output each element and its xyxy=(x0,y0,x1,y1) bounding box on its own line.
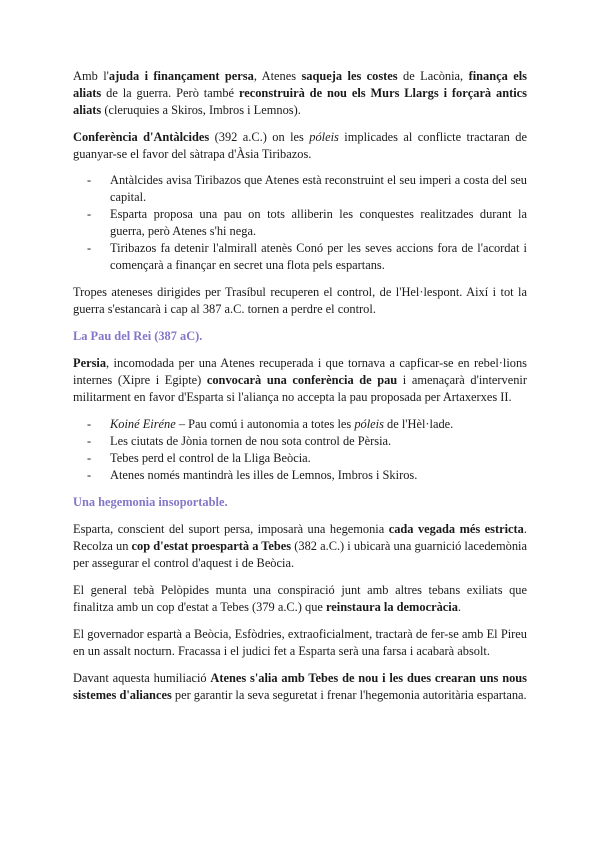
bold-text: reconstruirà de nou els Murs Llargs i forçarà antics aliats xyxy=(73,86,527,117)
text: (cleruquies a Skiros, Imbros i Lemnos). xyxy=(101,103,301,117)
bold-text: ajuda i finançament persa xyxy=(108,69,254,83)
bold-text: saqueja les costes xyxy=(301,69,398,83)
paragraph-sparta-hegemony xyxy=(73,521,527,572)
list-item: - Les ciutats de Jònia tornen de nou sota control de Pèrsia. xyxy=(73,433,527,450)
paragraph-antalcides-conference xyxy=(73,129,527,163)
italic-text: Koiné Eiréne xyxy=(110,417,176,431)
text: de la guerra. Però també xyxy=(101,86,239,100)
bold-text: finança els aliats xyxy=(73,69,527,100)
paragraph-sphodrias: El governador espartà a Beòcia, Esfòdries, extraoficialment, tractarà de fer-se amb El Pireu en un assalt nocturn. Fracassa i el judici fet a Esparta serà una farsa i acabarà absolt. xyxy=(73,627,527,658)
list-item: - Atenes només mantindrà les illes de Lemnos, Imbros i Skiros. xyxy=(73,467,527,484)
text: El general tebà Pelòpides munta una conspiració junt amb altres tebans exiliats que finalitza amb un cop d'estat a Tebes (379 a.C.) que xyxy=(73,583,527,614)
bold-text: Conferència d'Antàlcides xyxy=(73,130,210,144)
bullet-list-peace-terms xyxy=(73,416,527,484)
list-item: - Tebes perd el control de la Lliga Beòcia. xyxy=(73,450,527,467)
bold-text: convocarà una conferència de pau xyxy=(206,373,398,387)
text: implicades al conflicte tractaran de guanyar-se el favor del sàtrapa d'Àsia Tiribazos. xyxy=(73,130,527,161)
paragraph-persia-conference xyxy=(73,355,527,406)
section-heading-hegemony: Una hegemonia insoportable. xyxy=(73,495,228,509)
italic-text: póleis xyxy=(354,417,384,431)
text: de Lacònia, xyxy=(397,69,469,83)
text: (382 a.C.) i ubicarà una guarnició lacedemònia per assegurar el control d'aquest i de Beòcia. xyxy=(73,539,527,570)
list-item: - Tiribazos fa detenir l'almirall atenès Conó per les seves accions fora de l'acordat i començarà a finançar en secret una flota pels espartans. xyxy=(73,240,527,274)
text: Davant aquesta humiliació xyxy=(73,671,211,685)
bold-text: Persia xyxy=(73,356,107,370)
text: per garantir la seva seguretat i frenar l'hegemonia autoritària espartana. xyxy=(171,688,527,702)
text: . xyxy=(457,600,462,614)
bold-text: cada vegada més estricta xyxy=(388,522,524,536)
italic-text: póleis xyxy=(309,130,339,144)
bullet-list-conference xyxy=(73,172,527,274)
list-item: - Esparta proposa una pau on tots alliberin les conquestes realitzades durant la guerra, però Atenes s'hi nega. xyxy=(73,206,527,240)
paragraph-persian-aid xyxy=(73,68,527,119)
text: de l'Hèl·lade. xyxy=(383,417,454,431)
text: , incomodada per una Atenes recuperada i que tornava a capficar-se en rebel·lions internes (Xipre i Egipte) xyxy=(73,356,527,387)
text: Amb l' xyxy=(73,69,109,83)
text: , Atenes xyxy=(253,69,302,83)
list-item xyxy=(73,416,527,433)
bold-text: cop d'estat proespartà a Tebes xyxy=(131,539,292,553)
text: i amenaçarà d'intervenir militarment en favor d'Esparta si l'aliança no accepta la pau proposada per Artaxerxes II. xyxy=(73,373,527,404)
paragraph-athens-thebes-alliance xyxy=(73,670,527,704)
section-heading-king-peace: La Pau del Rei (387 aC). xyxy=(73,329,203,343)
text: Esparta, conscient del suport persa, imposarà una hegemonia xyxy=(73,522,389,536)
bold-text: Atenes s'alia amb Tebes de nou i les dues crearan uns nous sistemes d'aliances xyxy=(73,671,527,702)
text: – Pau comú i autonomia a totes les xyxy=(175,417,355,431)
bold-text: reinstaura la democràcia xyxy=(326,600,458,614)
text: (392 a.C.) on les xyxy=(209,130,310,144)
paragraph-pelopidas xyxy=(73,582,527,616)
paragraph-trasibul: Tropes ateneses dirigides per Trasíbul recuperen el control, de l'Hel·lespont. Així i tot la guerra s'estancarà i cap al 387 a.C. tornen a perdre el control. xyxy=(73,285,527,316)
text: . Recolza un xyxy=(73,522,527,553)
list-item: - Antàlcides avisa Tiribazos que Atenes està reconstruint el seu imperi a costa del seu capital. xyxy=(73,172,527,206)
document-page xyxy=(73,68,527,714)
